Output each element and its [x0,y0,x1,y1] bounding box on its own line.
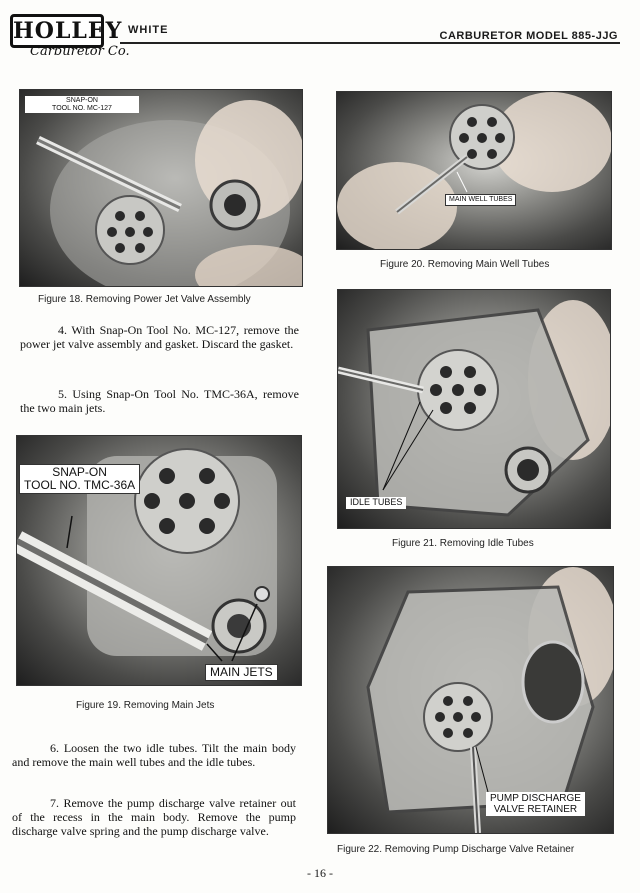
figure-22-callout-pump-discharge [486,792,585,816]
figure-20-caption: Figure 20. Removing Main Well Tubes [380,259,550,270]
figure-18-illustration [20,90,302,286]
figure-19-callout-main-jets: MAIN JETS [205,664,278,681]
figure-21-callout-idle-tubes: IDLE TUBES [346,497,406,509]
figure-19-callout-line-2: TOOL NO. TMC-36A [24,478,136,493]
figure-19-photo [16,435,302,686]
step-6-paragraph [12,741,296,769]
step-4-paragraph [20,323,299,351]
page-number: - 16 - [307,866,333,880]
figure-22-callout-line-2: VALVE RETAINER [493,804,578,815]
step-5-text: 5. Using Snap-On Tool No. TMC-36A, remove the two main jets. [20,387,299,415]
figure-20-callout-main-well-tubes: MAIN WELL TUBES [445,194,516,206]
figure-18-caption: Figure 18. Removing Power Jet Valve Assembly [38,294,251,305]
step-5-paragraph [20,387,299,415]
figure-18-photo [19,89,303,287]
figure-19-callout-line-1: SNAP-ON [52,465,107,479]
figure-18-callout-line-1: SNAP-ON [66,97,98,104]
figure-19-caption: Figure 19. Removing Main Jets [76,700,215,711]
figure-20-illustration [337,92,611,249]
figure-21-caption: Figure 21. Removing Idle Tubes [392,538,534,549]
figure-18-callout-line-2: TOOL NO. MC-127 [52,104,112,112]
header-rule [120,42,620,44]
figure-19-callout-tool [19,464,140,494]
figure-22-caption: Figure 22. Removing Pump Discharge Valve Retainer [337,844,575,855]
figure-22-callout-line-1: PUMP DISCHARGE [490,793,581,804]
holley-logo-script: Carburetor Co. [30,44,130,59]
header-model-label: CARBURETOR MODEL 885-JJG [439,30,618,42]
figure-22-photo [327,566,614,834]
figure-20-photo [336,91,612,250]
holley-logo: HOLLEY [10,14,104,48]
step-4-text: 4. With Snap-On Tool No. MC-127, remove the power jet valve assembly and gasket. Discard the gasket. [20,323,299,351]
step-7-text: 7. Remove the pump discharge valve retainer out of the recess in the main body. Remove the pump discharge valve spring and the pump discharge valve. [12,796,296,838]
header-color-label: WHITE [128,24,169,36]
figure-21-photo [337,289,611,529]
step-6-text: 6. Loosen the two idle tubes. Tilt the main body and remove the main well tubes and the idle tubes. [12,741,296,769]
figure-21-illustration [338,290,610,528]
figure-18-callout-tool [25,96,139,113]
step-7-paragraph [12,796,296,838]
